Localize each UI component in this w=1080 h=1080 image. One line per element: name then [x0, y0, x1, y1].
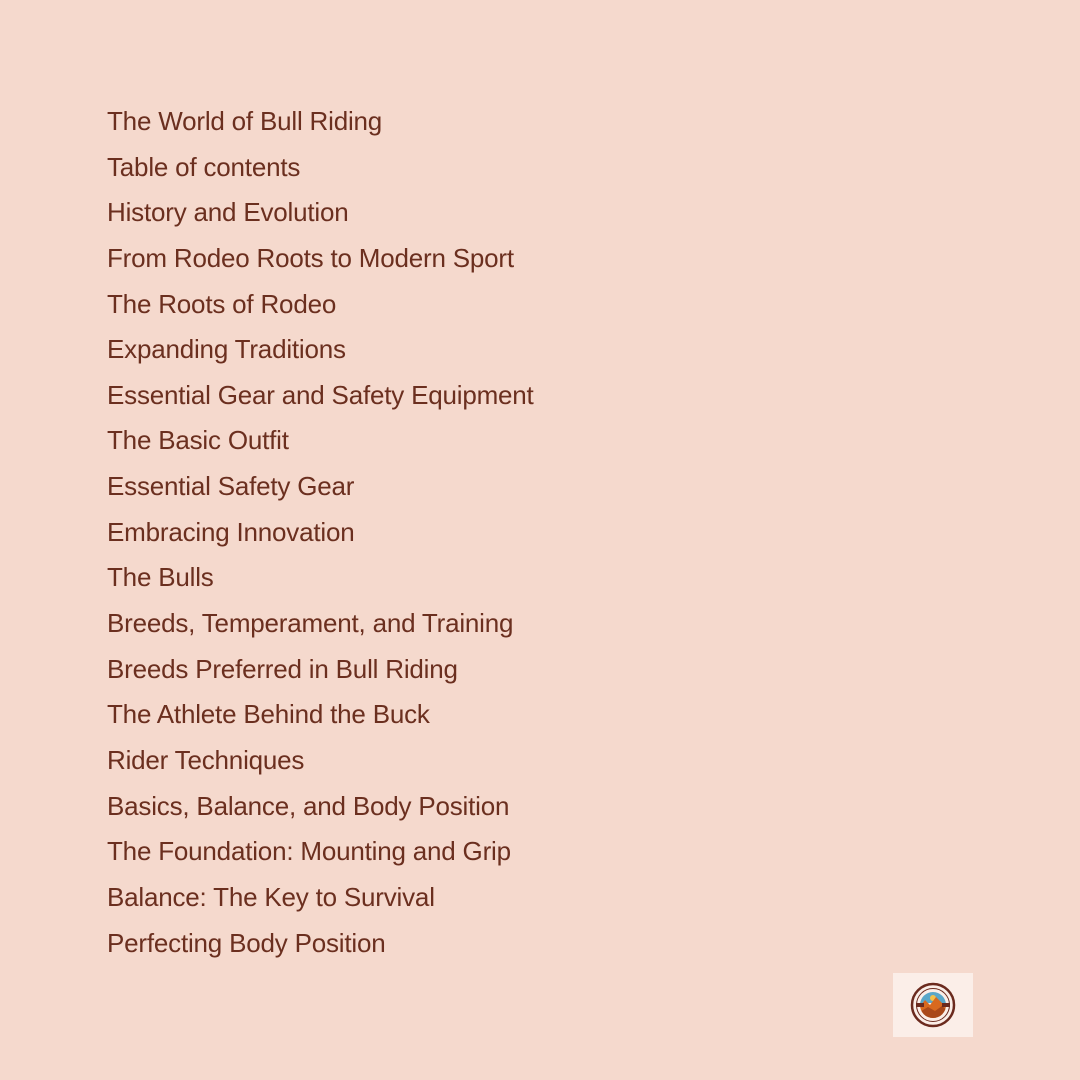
- toc-item: Perfecting Body Position: [107, 927, 386, 958]
- toc-item: From Rodeo Roots to Modern Sport: [107, 242, 514, 273]
- toc-item: Table of contents: [107, 151, 301, 182]
- toc-item: Basics, Balance, and Body Position: [107, 790, 510, 821]
- toc-item: The World of Bull Riding: [107, 106, 383, 136]
- toc-item: Balance: The Key to Survival: [107, 881, 435, 912]
- toc-item: Essential Gear and Safety Equipment: [107, 379, 534, 410]
- toc-item: Breeds, Temperament, and Training: [107, 608, 514, 639]
- toc-item: Embracing Innovation: [107, 516, 355, 547]
- toc-item: Breeds Preferred in Bull Riding: [107, 653, 458, 684]
- logo: [893, 973, 973, 1037]
- toc-item: Expanding Traditions: [107, 334, 346, 365]
- toc-item: History and Evolution: [107, 197, 349, 228]
- toc-item: The Roots of Rodeo: [107, 288, 337, 319]
- toc-item: Essential Safety Gear: [107, 471, 355, 502]
- toc-item: The Basic Outfit: [107, 425, 289, 456]
- toc-item: Rider Techniques: [107, 744, 305, 775]
- toc-item: The Bulls: [107, 562, 214, 593]
- toc-item: The Foundation: Mounting and Grip: [107, 836, 511, 867]
- toc-item: The Athlete Behind the Buck: [107, 699, 430, 730]
- table-of-contents-list: [107, 99, 534, 966]
- circular-badge-logo-icon: [910, 978, 956, 1032]
